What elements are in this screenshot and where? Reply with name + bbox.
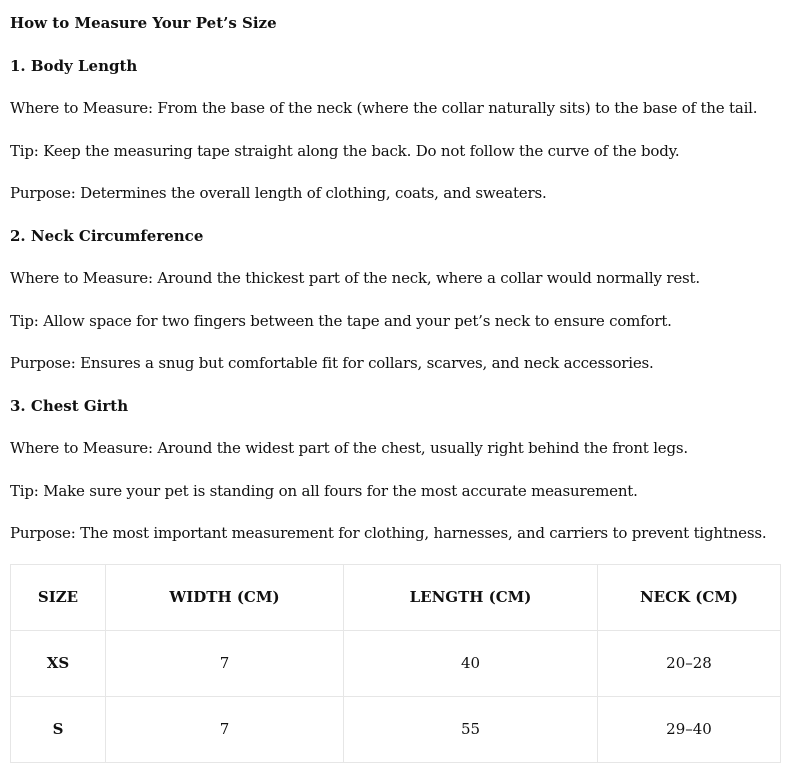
body-length-where: Where to Measure: From the base of the neck (where the collar naturally sits) to the base of the tail. — [10, 99, 758, 117]
cell-size: XS — [11, 631, 106, 697]
page-title: How to Measure Your Pet’s Size — [10, 14, 277, 32]
header-size: SIZE — [11, 565, 106, 631]
neck-tip: Tip: Allow space for two fingers between the tape and your pet’s neck to ensure comfort. — [10, 312, 672, 330]
header-width: WIDTH (CM) — [106, 565, 344, 631]
header-length: LENGTH (CM) — [344, 565, 598, 631]
cell-width: 7 — [106, 697, 344, 763]
section-heading-body-length: 1. Body Length — [10, 57, 138, 75]
cell-size: S — [11, 697, 106, 763]
section-heading-neck-circumference: 2. Neck Circumference — [10, 227, 204, 245]
section-heading-chest-girth: 3. Chest Girth — [10, 397, 129, 415]
table-row — [11, 697, 781, 763]
chest-where: Where to Measure: Around the widest part of the chest, usually right behind the front legs. — [10, 439, 688, 457]
body-length-purpose: Purpose: Determines the overall length of clothing, coats, and sweaters. — [10, 184, 547, 202]
cell-neck: 20–28 — [598, 631, 781, 697]
cell-length: 55 — [344, 697, 598, 763]
body-length-tip: Tip: Keep the measuring tape straight along the back. Do not follow the curve of the body. — [10, 142, 680, 160]
table-row — [11, 631, 781, 697]
header-neck: NECK (CM) — [598, 565, 781, 631]
neck-where: Where to Measure: Around the thickest part of the neck, where a collar would normally rest. — [10, 269, 700, 287]
size-table — [10, 564, 781, 763]
cell-neck: 29–40 — [598, 697, 781, 763]
cell-width: 7 — [106, 631, 344, 697]
neck-purpose: Purpose: Ensures a snug but comfortable fit for collars, scarves, and neck accessories. — [10, 354, 654, 372]
chest-purpose: Purpose: The most important measurement for clothing, harnesses, and carriers to prevent tightness. — [10, 524, 767, 542]
cell-length: 40 — [344, 631, 598, 697]
chest-tip: Tip: Make sure your pet is standing on all fours for the most accurate measurement. — [10, 482, 638, 500]
table-header-row — [11, 565, 781, 631]
